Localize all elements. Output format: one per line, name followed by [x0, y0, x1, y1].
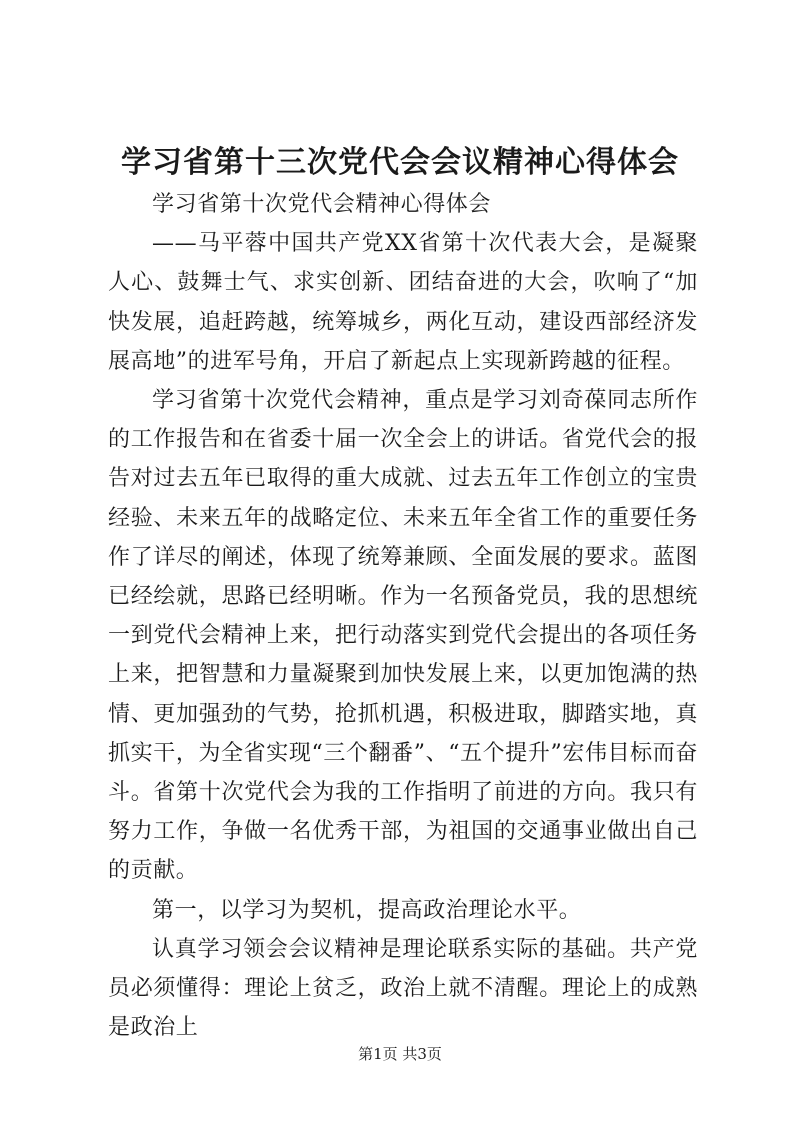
page-footer: 第1页 共3页: [358, 1045, 442, 1063]
body-paragraph: 认真学习领会会议精神是理论联系实际的基础。共产党员必须懂得：理论上贫乏，政治上就不清醒。理论上的成熟是政治上: [108, 936, 698, 1041]
intro-paragraph: ——马平蓉中国共产党XX省第十次代表大会，是凝聚人心、鼓舞士气、求实创新、团结奋进的大会，吹响了“加快发展，追赶跨越，统筹城乡，两化互动，建设西部经济发展高地”的进军号角，开启了新起点上实现新跨越的征程。: [108, 231, 698, 374]
document-body: [108, 185, 698, 1047]
body-paragraph: 学习省第十次党代会精神，重点是学习刘奇葆同志所作的工作报告和在省委十届一次全会上的讲话。省党代会的报告对过去五年已取得的重大成就、过去五年工作创立的宝贵经验、未来五年的战略定位、未来五年全省工作的重要任务作了详尽的阐述，体现了统筹兼顾、全面发展的要求。蓝图已经绘就，思路已经明晰。作为一名预备党员，我的思想统一到党代会精神上来，把行动落实到党代会提出的各项任务上来，把智慧和力量凝聚到加快发展上来，以更加饱满的热情、更加强劲的气势，抢抓机遇，积极进取，脚踏实地，真抓实干，为全省实现“三个翻番”、“五个提升”宏伟目标而奋斗。省第十次党代会为我的工作指明了前进的方向。我只有努力工作，争做一名优秀干部，为祖国的交通事业做出自己的贡献。: [108, 388, 698, 884]
subtitle-paragraph: 学习省第十次党代会精神心得体会: [152, 192, 492, 217]
section-heading: 第一，以学习为契机，提高政治理论水平。: [152, 897, 582, 923]
document-title: 学习省第十三次党代会会议精神心得体会: [121, 145, 679, 180]
